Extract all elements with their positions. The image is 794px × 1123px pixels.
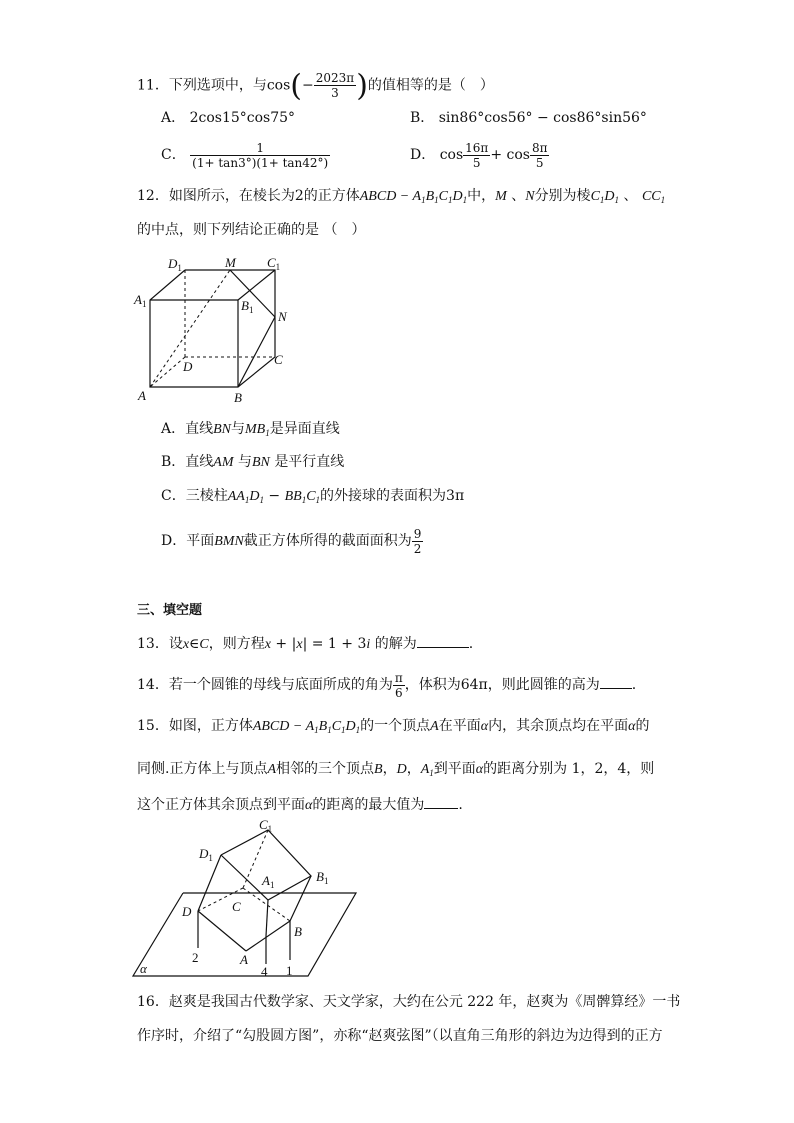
q13-answer-blank[interactable] [417, 633, 469, 648]
q12-option-c: C．三棱柱$AA_1D_1 - BB_1C_1$的外接球的表面积为3π [161, 488, 465, 505]
section-title: 三、填空题 [137, 603, 203, 618]
label-alpha: α [140, 961, 147, 976]
label-b: B [234, 390, 242, 405]
q11-option-a: A． 2cos15°cos75° [161, 110, 296, 126]
label-dist-4: 4 [261, 964, 268, 979]
q11-option-d: D． cos $\frac{16\pi}{5}$ + cos $\frac{8\pi}{5}$ [410, 140, 548, 170]
q12-option-b: B．直线AM 与BN 是平行直线 [161, 454, 345, 470]
label-b1: $B_1$ [316, 869, 329, 886]
q12-option-a: A．直线BN与$MB_1$是异面直线 [161, 421, 340, 438]
label-n: N [278, 309, 287, 324]
label-b1: $B_1$ [241, 298, 254, 315]
q11-option-b: B． sin86°cos56° − cos86°sin56° [410, 110, 647, 126]
q16-line1: 16．赵爽是我国古代数学家、天文学家，大约在公元 222 年，赵爽为《周髀算经》一书 [137, 994, 681, 1010]
label-m: M [225, 255, 236, 270]
q12-stem-line1: 12．如图所示，在棱长为2的正方体ABCD − $A_1B_1C_1D_1$中，M 、N分别为棱$C_1D_1$ 、 $CC_1$ [137, 188, 666, 205]
q12-cube-figure [130, 252, 300, 407]
label-c: C [274, 352, 283, 367]
q15-answer-blank[interactable] [424, 794, 458, 809]
label-dist-1: 1 [286, 963, 293, 978]
q11-option-c: C． $\frac{1}{(1+ \tan 3^\circ)(1+ \tan 42^\circ)}$ [161, 140, 329, 170]
label-d1: $D_1$ [168, 256, 182, 273]
q15-line3: 这个正方体其余顶点到平面α的距离的最大值为 . [137, 794, 463, 816]
label-d1: $D_1$ [199, 846, 213, 863]
label-d: D [182, 904, 192, 919]
label-d: D [183, 359, 193, 374]
q14-answer-blank[interactable] [600, 674, 632, 689]
label-a: A [240, 952, 248, 967]
q14: 14．若一个圆锥的母线与底面所成的角为 $\frac{\pi}{6}$ ，体积为64π，则此圆锥的高为 . [137, 670, 637, 700]
q12-stem-line2: 的中点，则下列结论正确的是 （ ） [137, 222, 366, 238]
q12-option-d: D．平面BMN截正方体所得的截面面积为 $\frac{9}{2}$ [161, 526, 422, 556]
q16-line2: 作序时，介绍了“勾股圆方图”，亦称“赵爽弦图”（以直角三角形的斜边为边得到的正方 [137, 1028, 663, 1044]
q11-stem: 11．下列选项中，与cos(− $\frac{2023\pi}{3}$ )的值相等的是（ ） [137, 68, 494, 104]
label-c1: $C_1$ [267, 255, 281, 272]
q15-line1: 15．如图，正方体ABCD − $A_1B_1C_1D_1$的一个顶点A在平面α内，其余顶点均在平面α的 [137, 718, 650, 735]
label-a1: $A_1$ [262, 873, 275, 890]
label-c: C [232, 899, 241, 914]
q13: 13．设x∈C，则方程x + |x| = 1 + 3i 的解为 . [137, 633, 473, 655]
label-dist-2: 2 [192, 950, 199, 965]
label-a: A [138, 388, 146, 403]
label-a1: $A_1$ [134, 292, 147, 309]
q15-plane-cube-figure [128, 818, 368, 980]
label-c1: $C_1$ [259, 818, 273, 834]
label-b: B [294, 924, 302, 939]
q15-line2: 同侧.正方体上与顶点A相邻的三个顶点B，D，$A_1$到平面α的距离分别为 1，2，4，则 [137, 761, 655, 778]
